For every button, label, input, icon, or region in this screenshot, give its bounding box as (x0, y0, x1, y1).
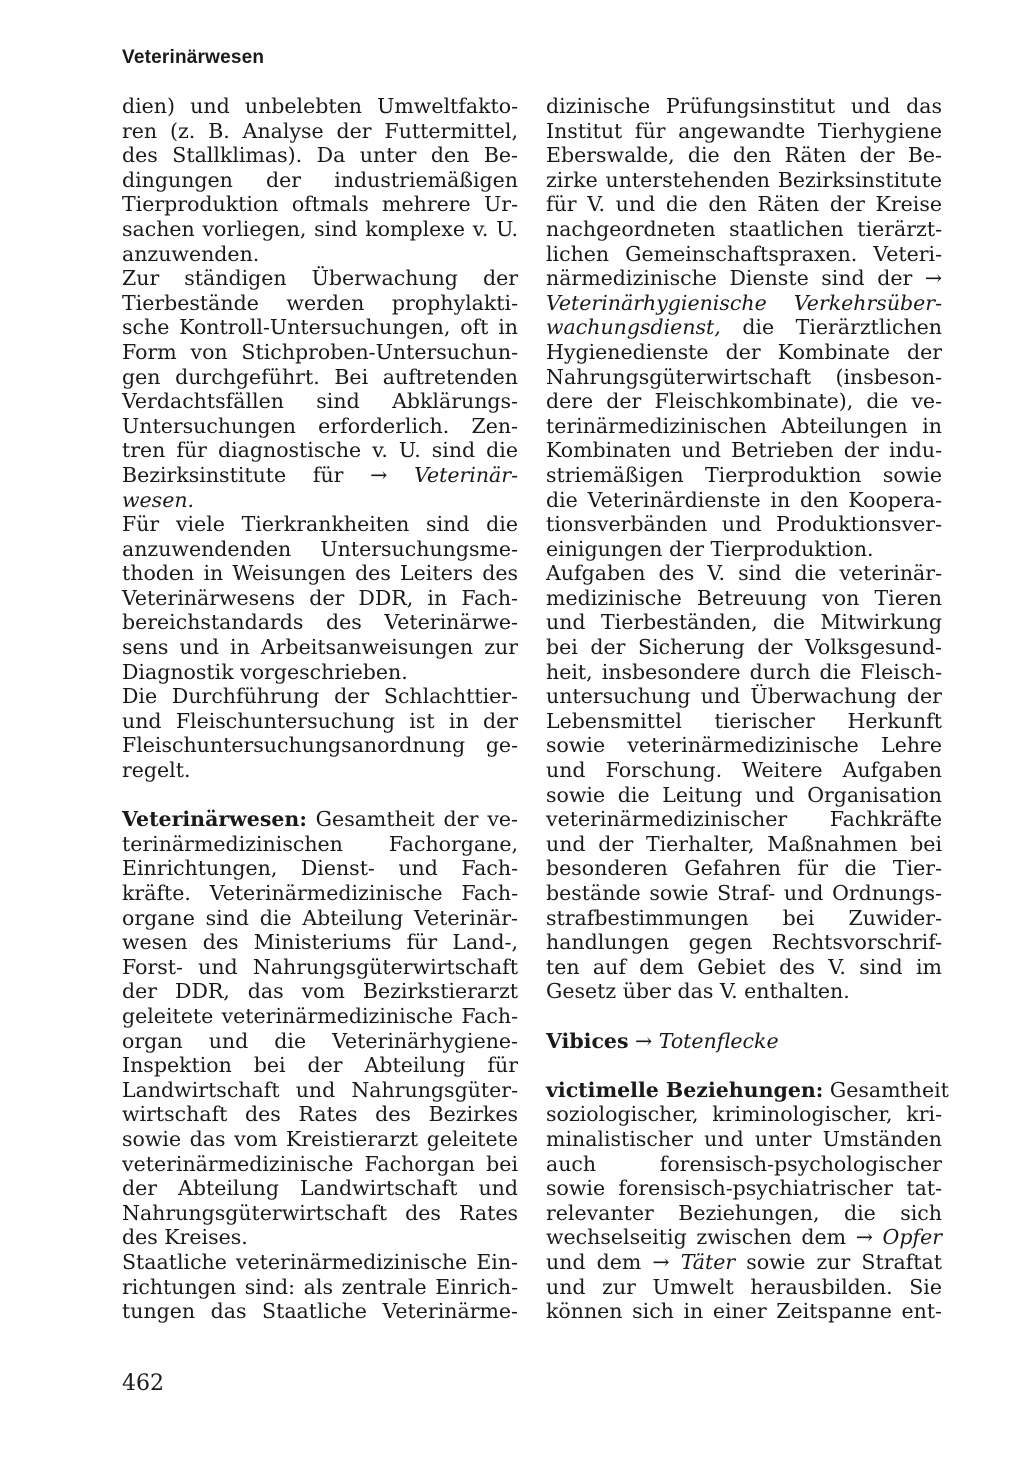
text-line: Eberswalde, die den Räten der Be- (546, 143, 942, 168)
text-line: des Kreises. (122, 1225, 248, 1250)
text-line: handlungen gegen Rechtsvorschrif- (546, 930, 942, 955)
text-span: Gesamtheit der ve- (306, 807, 518, 832)
text-line: und der Tierhalter, Maßnahmen bei (546, 831, 942, 856)
text-span: Gesamtheit (823, 1077, 949, 1102)
text-line: auch forensisch-psychologischer (546, 1151, 942, 1176)
text-line: terinärmedizinischen Abteilungen in (546, 413, 942, 438)
text-line: bereichstandards des Veterinärwe- (122, 610, 518, 635)
text-line: lichen Gemeinschaftspraxen. Veteri- (546, 241, 942, 266)
text-line: Form von Stichproben-Untersuchun- (122, 339, 518, 364)
text-line: Die Durchführung der Schlachttier- (122, 684, 518, 709)
page-number: 462 (122, 1371, 164, 1396)
text-line: können sich in einer Zeitspanne ent- (546, 1299, 942, 1324)
text-line: sens und in Arbeitsanweisungen zur (122, 635, 518, 660)
running-head: Veterinärwesen (122, 47, 265, 68)
paragraph-gap (122, 783, 518, 808)
text-line: wirtschaft des Rates des Bezirkes (122, 1102, 518, 1127)
cross-reference: Veterinärhygienische Verkehrsüber- (546, 290, 942, 315)
text-line: bei der Sicherung der Volksgesund- (546, 635, 942, 660)
text-line: Tierbestände werden prophylakti- (122, 290, 518, 315)
text-line: dizinische Prüfungsinstitut und das (546, 94, 942, 118)
text-line: terinärmedizinischen Fachorgane, (122, 831, 518, 856)
entry-term: victimelle Beziehungen: (546, 1077, 824, 1102)
entry-term: Veterinärwesen: (122, 807, 307, 832)
text-line: nachgeordneten staatlichen tierärzt- (546, 216, 942, 241)
paragraph-gap (546, 1004, 942, 1029)
text-line: und Fleischuntersuchung ist in der (122, 708, 518, 733)
text-line: Forst- und Nahrungsgüterwirtschaft (122, 954, 518, 979)
text-line: des Stallklimas). Da unter den Be- (122, 143, 518, 168)
text-line: anzuwendenden Untersuchungsme- (122, 536, 518, 561)
text-line (546, 1225, 942, 1250)
text-line: Veterinärwesens der DDR, in Fach- (122, 585, 518, 610)
text-line: gen durchgeführt. Bei auftretenden (122, 364, 518, 389)
text-line: organ und die Veterinärhygiene- (122, 1028, 518, 1053)
text-line: für V. und die den Räten der Kreise (546, 192, 942, 217)
text-line: sowie das vom Kreistierarzt geleitete (122, 1126, 518, 1151)
text-line: untersuchung und Überwachung der (546, 684, 942, 709)
cross-reference: wachungsdienst, (546, 315, 721, 340)
text-line: Kombinaten und Betrieben der indu- (546, 438, 942, 463)
text-span: Bezirksinstitute für → (122, 462, 415, 487)
text-line: richtungen sind: als zentrale Einrich- (122, 1274, 518, 1299)
text-line: Inspektion bei der Abteilung für (122, 1053, 518, 1078)
paragraph-gap (546, 1053, 942, 1078)
text-line (546, 1077, 949, 1103)
text-line: besonderen Gefahren für die Tier- (546, 856, 942, 881)
text-line: sche Kontroll-Untersuchungen, oft in (122, 315, 518, 340)
text-line: sachen vorliegen, sind komplexe v. U. (122, 216, 518, 241)
text-span: → (628, 1028, 659, 1053)
text-line: tungen das Staatliche Veterinärme- (122, 1299, 518, 1324)
text-line: Tierproduktion oftmals mehrere Ur- (122, 192, 518, 217)
cross-reference: Täter (680, 1249, 736, 1274)
text-line (122, 488, 518, 513)
text-line: Für viele Tierkrankheiten sind die (122, 512, 518, 537)
text-span: sowie zur Straftat (735, 1249, 942, 1274)
text-line: ten auf dem Gebiet des V. sind im (546, 954, 942, 979)
text-line (122, 807, 518, 832)
right-column (546, 94, 949, 1324)
text-line: veterinärmedizinischer Fachkräfte (546, 807, 942, 832)
entry-term: Vibices (546, 1028, 629, 1053)
text-line: und zur Umwelt herausbilden. Sie (546, 1274, 942, 1299)
text-line: geleitete veterinärmedizinische Fach- (122, 1003, 518, 1028)
cross-reference: Veterinär- (414, 462, 518, 487)
text-line (546, 315, 942, 340)
cross-reference: Opfer (882, 1225, 942, 1250)
text-line: Einrichtungen, Dienst- und Fach- (122, 856, 518, 881)
text-line: thoden in Weisungen des Leiters des (122, 561, 518, 586)
cross-reference: Totenflecke (658, 1028, 779, 1053)
text-line: Fleischuntersuchungsanordnung ge- (122, 733, 518, 758)
text-line (546, 291, 942, 316)
text-line: soziologischer, kriminologischer, kri- (546, 1102, 942, 1127)
text-line: wesen des Ministeriums für Land-, (122, 930, 518, 955)
text-line: und Tierbeständen, die Mitwirkung (546, 610, 942, 635)
text-line: tren für diagnostische v. U. sind die (122, 438, 518, 463)
text-line (546, 1250, 942, 1275)
text-line: der DDR, das vom Bezirkstierarzt (122, 979, 518, 1004)
text-line: regelt. (122, 758, 191, 783)
left-column (122, 94, 518, 1324)
cross-reference: wesen. (122, 487, 195, 512)
text-line: sowie forensisch-psychiatrischer tat- (546, 1176, 942, 1201)
text-line (122, 463, 518, 488)
text-line: Staatliche veterinärmedizinische Ein- (122, 1249, 518, 1274)
text-line: dere der Fleischkombinate), die ve- (546, 389, 942, 414)
text-line: Landwirtschaft und Nahrungsgüter- (122, 1077, 518, 1102)
text-line: Gesetz über das V. enthalten. (546, 979, 850, 1004)
text-line: Untersuchungen erforderlich. Zen- (122, 413, 518, 438)
text-line: Aufgaben des V. sind die veterinär- (546, 561, 942, 586)
text-line: ren (z. B. Analyse der Futtermittel, (122, 118, 518, 143)
text-span: die Tierärztlichen (720, 315, 942, 340)
text-line: tionsverbänden und Produktionsver- (546, 512, 942, 537)
text-line: sowie die Leitung und Organisation (546, 782, 942, 807)
text-line: Nahrungsgüterwirtschaft des Rates (122, 1200, 518, 1225)
text-line: bestände sowie Straf- und Ordnungs- (546, 881, 942, 905)
text-line: und Forschung. Weitere Aufgaben (546, 758, 942, 783)
text-line (546, 1029, 942, 1054)
text-line: striemäßigen Tierproduktion sowie (546, 462, 942, 487)
text-line: organe sind die Abteilung Veterinär- (122, 905, 518, 930)
text-line: sowie veterinärmedizinische Lehre (546, 733, 942, 758)
text-line: zirke unterstehenden Bezirksinstitute (546, 167, 942, 192)
text-line: Institut für angewandte Tierhygiene (546, 118, 942, 143)
text-line: Diagnostik vorgeschrieben. (122, 659, 408, 684)
text-line: die Veterinärdienste in den Koopera- (546, 487, 942, 512)
text-line: dingungen der industriemäßigen (122, 167, 518, 192)
text-line: Lebensmittel tierischer Herkunft (546, 708, 942, 733)
text-line: medizinische Betreuung von Tieren (546, 585, 942, 610)
text-span: und dem → (546, 1249, 681, 1274)
text-line: heit, insbesondere durch die Fleisch- (546, 659, 942, 684)
text-line: einigungen der Tierproduktion. (546, 536, 874, 561)
text-line: närmedizinische Dienste sind der → (546, 266, 942, 291)
text-span: wechselseitig zwischen dem → (546, 1225, 883, 1250)
text-line: dien) und unbelebten Umweltfakto- (122, 94, 518, 118)
text-line: Nahrungsgüterwirtschaft (insbeson- (546, 364, 942, 389)
text-line: kräfte. Veterinärmedizinische Fach- (122, 881, 518, 905)
text-line: minalistischer und unter Umständen (546, 1126, 942, 1151)
text-line: veterinärmedizinische Fachorgan bei (122, 1151, 518, 1176)
text-line: Verdachtsfällen sind Abklärungs- (122, 389, 518, 414)
text-line: strafbestimmungen bei Zuwider- (546, 905, 942, 930)
text-line: Hygienedienste der Kombinate der (546, 339, 942, 364)
text-line: anzuwenden. (122, 241, 260, 266)
text-line: der Abteilung Landwirtschaft und (122, 1176, 518, 1201)
text-line: Zur ständigen Überwachung der (122, 266, 518, 291)
text-line: relevanter Beziehungen, die sich (546, 1200, 942, 1225)
